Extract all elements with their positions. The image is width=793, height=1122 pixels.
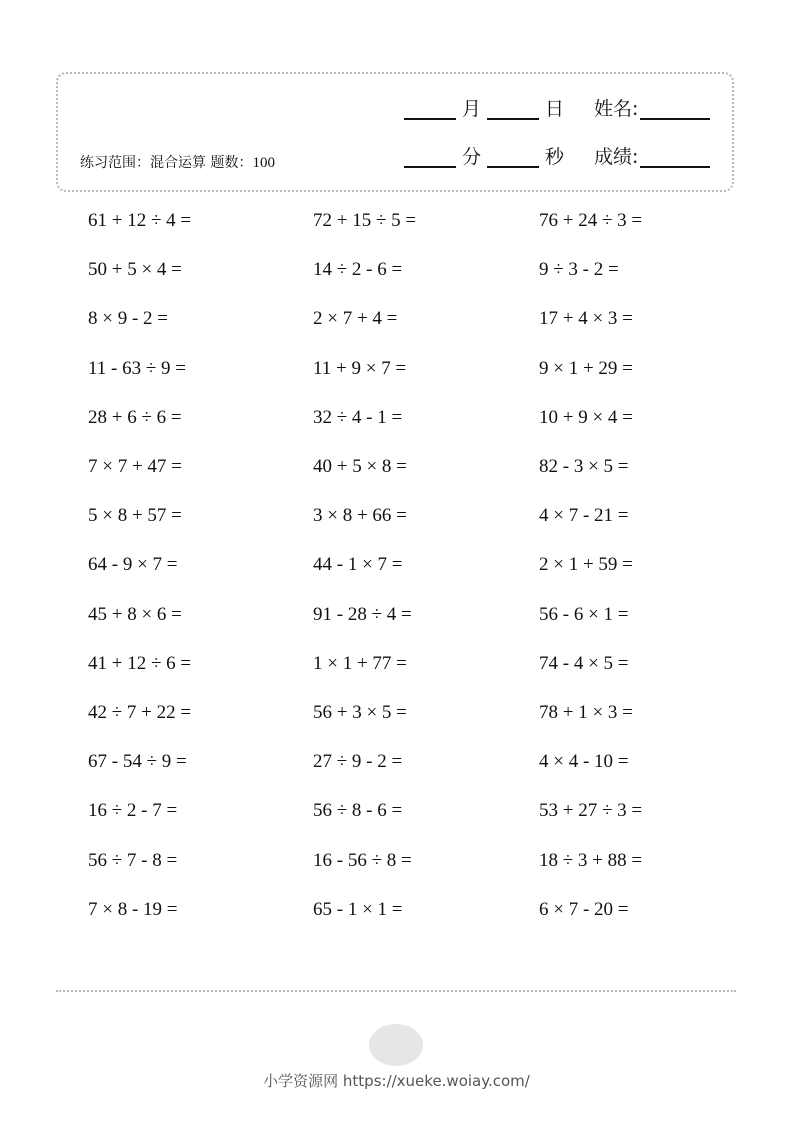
problem-item: 2 × 1 + 59 = <box>539 554 633 576</box>
problem-item: 6 × 7 - 20 = <box>539 898 629 920</box>
problem-item: 78 + 1 × 3 = <box>539 702 633 723</box>
problem-item: 10 + 9 × 4 = <box>539 406 633 428</box>
problem-item: 53 + 27 ÷ 3 = <box>539 800 643 822</box>
problem-item: 32 ÷ 4 - 1 = <box>313 406 403 428</box>
name-label: 姓名: <box>594 98 639 120</box>
problem-item: 65 - 1 × 1 = <box>313 898 403 920</box>
problem-item: 4 × 7 - 21 = <box>539 505 629 527</box>
problem-item: 3 × 8 + 66 = <box>313 505 407 527</box>
problem-item: 56 + 3 × 5 = <box>313 702 407 723</box>
scope-text: 练习范围：混合运算 题数： <box>80 155 253 171</box>
problem-item: 76 + 24 ÷ 3 = <box>539 210 643 231</box>
problem-item: 72 + 15 ÷ 5 = <box>313 210 417 231</box>
problem-item: 50 + 5 × 4 = <box>88 259 182 281</box>
problem-item: 5 × 8 + 57 = <box>88 505 182 527</box>
problem-count: 100 <box>252 155 275 171</box>
problem-item: 56 - 6 × 1 = <box>539 603 629 625</box>
problem-item: 42 ÷ 7 + 22 = <box>88 702 192 723</box>
problem-item: 7 × 8 - 19 = <box>88 898 178 920</box>
problem-item: 16 - 56 ÷ 8 = <box>313 849 412 871</box>
second-label: 秒 <box>545 146 565 168</box>
problem-item: 27 ÷ 9 - 2 = <box>313 751 403 773</box>
problem-item: 40 + 5 × 8 = <box>313 456 407 477</box>
problem-item: 56 ÷ 7 - 8 = <box>88 849 178 871</box>
problem-item: 18 ÷ 3 + 88 = <box>539 849 643 871</box>
problem-item: 11 - 63 ÷ 9 = <box>88 357 187 379</box>
problem-item: 74 - 4 × 5 = <box>539 652 629 674</box>
problem-item: 16 ÷ 2 - 7 = <box>88 800 178 822</box>
footer-site-text: 小学资源网 https://xueke.woiay.com/ <box>263 1072 530 1090</box>
problem-item: 56 ÷ 8 - 6 = <box>313 800 403 822</box>
problem-item: 9 ÷ 3 - 2 = <box>539 259 619 281</box>
problem-item: 91 - 28 ÷ 4 = <box>313 603 412 625</box>
problem-item: 9 × 1 + 29 = <box>539 357 633 379</box>
problem-item: 2 × 7 + 4 = <box>313 308 398 330</box>
problem-item: 14 ÷ 2 - 6 = <box>313 259 403 281</box>
problem-item: 64 - 9 × 7 = <box>88 554 178 576</box>
problem-item: 67 - 54 ÷ 9 = <box>88 751 187 773</box>
problem-item: 41 + 12 ÷ 6 = <box>88 652 192 674</box>
problem-item: 1 × 1 + 77 = <box>313 652 407 674</box>
problem-item: 7 × 7 + 47 = <box>88 456 182 477</box>
month-label: 月 <box>462 98 482 120</box>
problem-item: 4 × 4 - 10 = <box>539 751 629 773</box>
page-number-badge <box>369 1024 423 1066</box>
minute-label: 分 <box>462 146 482 168</box>
problem-item: 45 + 8 × 6 = <box>88 603 182 625</box>
problem-item: 28 + 6 ÷ 6 = <box>88 406 182 428</box>
day-label: 日 <box>545 98 565 120</box>
problem-item: 44 - 1 × 7 = <box>313 554 403 576</box>
problem-item: 17 + 4 × 3 = <box>539 308 633 330</box>
footer-divider <box>56 990 736 992</box>
problem-item: 8 × 9 - 2 = <box>88 308 169 330</box>
problem-item: 61 + 12 ÷ 4 = <box>88 210 192 231</box>
score-label: 成绩: <box>594 146 639 168</box>
problem-item: 11 + 9 × 7 = <box>313 357 407 379</box>
problem-item: 82 - 3 × 5 = <box>539 456 629 477</box>
